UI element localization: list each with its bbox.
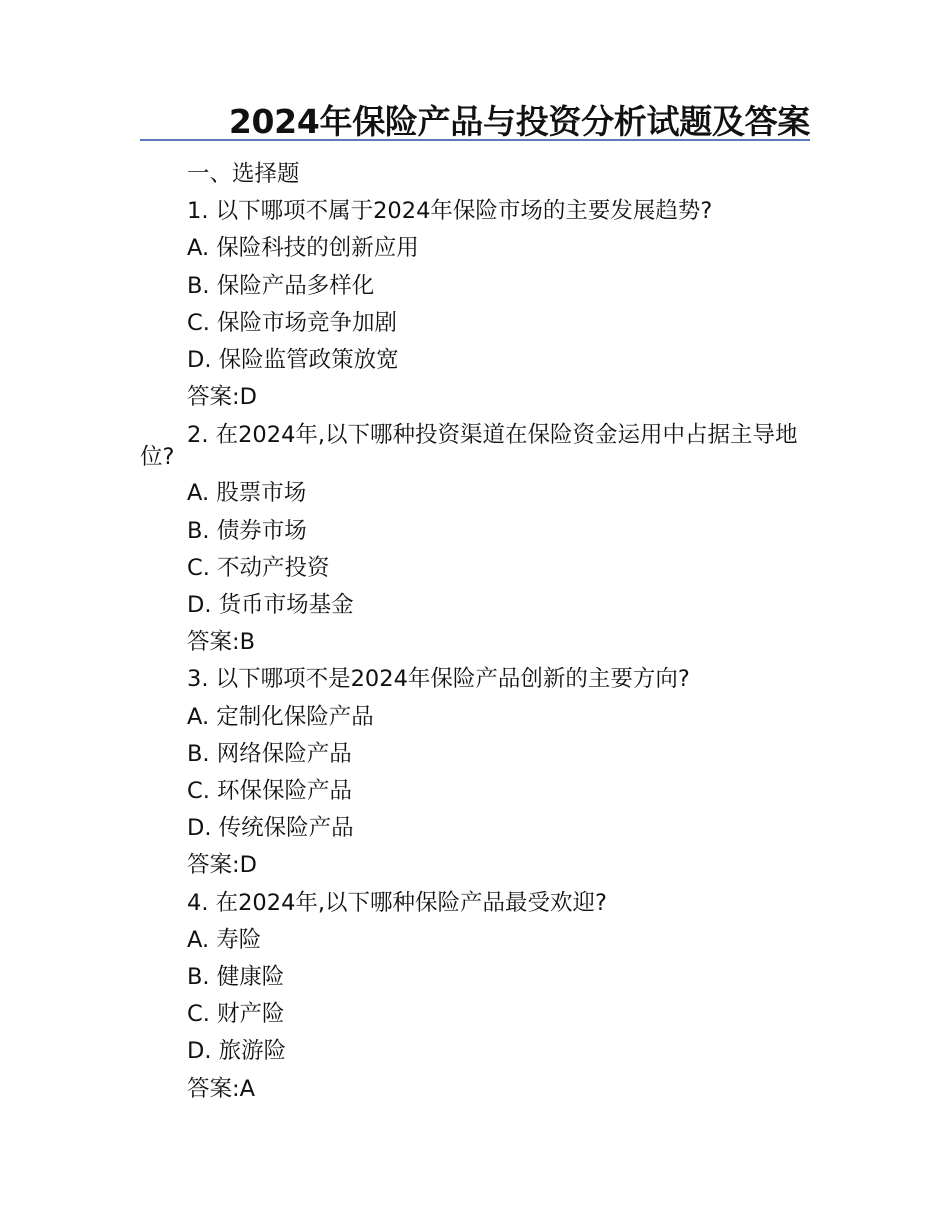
question-text: 1. 以下哪项不属于2024年保险市场的主要发展趋势?	[187, 198, 713, 225]
option-d: D. 旅游险	[187, 1038, 287, 1065]
section-heading: 一、选择题	[187, 161, 300, 187]
option-a: A. 寿险	[187, 926, 262, 953]
option-c: C. 不动产投资	[187, 554, 330, 581]
option-a: A. 保险科技的创新应用	[187, 235, 419, 262]
document-title: 2024年保险产品与投资分析试题及答案	[228, 102, 810, 141]
title-underline	[140, 139, 810, 141]
option-a: A. 股票市场	[187, 480, 307, 507]
answer-text: 答案:D	[187, 852, 257, 879]
option-c: C. 财产险	[187, 1001, 285, 1028]
option-b: B. 债券市场	[187, 517, 307, 544]
option-c: C. 环保保险产品	[187, 778, 353, 805]
question-text: 3. 以下哪项不是2024年保险产品创新的主要方向?	[187, 666, 690, 693]
question-text: 4. 在2024年,以下哪种保险产品最受欢迎?	[187, 889, 607, 916]
option-a: A. 定制化保险产品	[187, 703, 374, 730]
option-d: D. 保险监管政策放宽	[187, 347, 399, 374]
option-c: C. 保险市场竞争加剧	[187, 309, 398, 336]
answer-text: 答案:D	[187, 384, 257, 411]
answer-text: 答案:B	[187, 629, 256, 656]
option-b: B. 保险产品多样化	[187, 272, 375, 299]
option-d: D. 传统保险产品	[187, 815, 354, 842]
document-body	[140, 156, 810, 1108]
option-d: D. 货币市场基金	[187, 592, 354, 619]
answer-text: 答案:A	[187, 1075, 255, 1102]
option-b: B. 健康险	[187, 964, 285, 991]
question-text: 2. 在2024年,以下哪种投资渠道在保险资金运用中占据主导地位?	[140, 422, 798, 471]
option-b: B. 网络保险产品	[187, 740, 352, 767]
